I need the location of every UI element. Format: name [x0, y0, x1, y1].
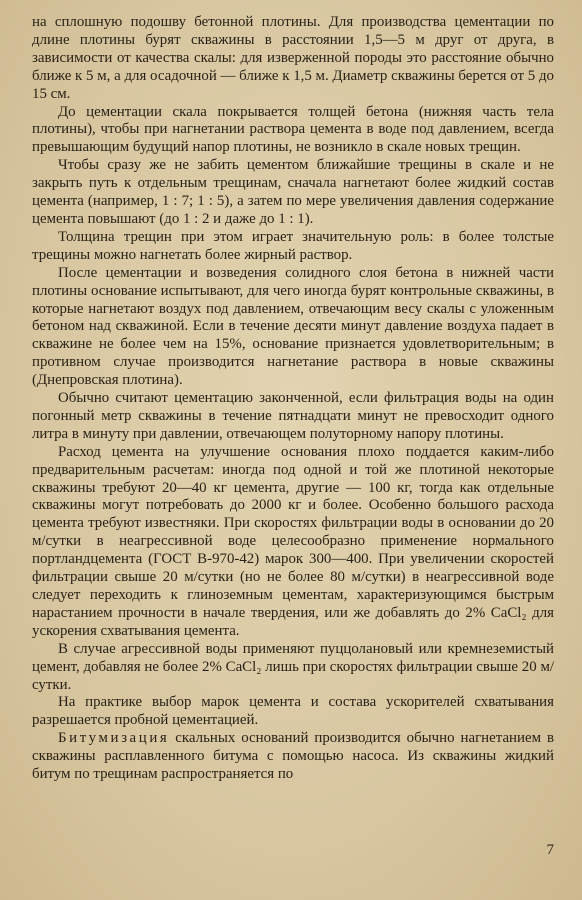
paragraph: На практике выбор марок цемента и состава ускорителей схватывания разрешается пробной цементацией.: [32, 694, 554, 729]
paragraph: Обычно считают цементацию законченной, если фильтрация воды на один погонный метр скважины в течение пятнадцати минут не превосходит одного литра в минуту при давлении, отвечающем полуторному напору плотины.: [32, 390, 554, 442]
spaced-term: Битумизация: [58, 730, 170, 747]
paragraph-rest: скальных оснований производится обычно нагнетанием в скважины расплавленного битума с помощью насоса. Из скважины жидкий битум по трещинам распространяется по: [32, 730, 554, 783]
page-number: 7: [546, 842, 554, 858]
paragraph-continuation: на сплошную подошву бетонной плотины. Для производства цементации по длине плотины бурят скважины в расстоянии 1,5—5 м друг от друга, в зависимости от качества скалы: для изверженной породы это расстояние обычно ближе к 5 м, а для осадочной — ближе к 1,5 м. Диаметр скважины берется от 5 до 15 см.: [32, 14, 554, 102]
paragraph: После цементации и возведения солидного слоя бетона в нижней части плотины основание испытывают, для чего иногда бурят контрольные скважины, в которые нагнетают воздух под давлением, отвечающим весу скалы с уложенным бетоном над скважиной. Если в течение десяти минут давление воздуха падает в скважине не более чем на 15%, основание признается удовлетворительным; в противном случае производится нагнетание раствора в новые скважины (Днепровская плотина).: [32, 264, 554, 389]
paragraph: Расход цемента на улучшение основания плохо поддается каким-либо предварительным расчетам: иногда под одной и той же плотиной некоторые скважины требуют 20—40 кг цемента, другие — 100 кг, тогда как отдельные скважины могут потребовать до 2000 кг и более. Особенно большого расхода цемента требуют известняки. При скоростях фильтрации воды в основании до 20 м/сутки в неагрессивной воде целесообразно применение нормального портландцемента (ГОСТ В-970-42) марок 300—400. При увеличении скоростей фильтрации свыше 20 м/сутки (но не более 80 м/сутки) в неагрессивной воде следует переходить к глиноземным цементам, характеризующимся быстрым нарастанием прочности в начале твердения, или же добавлять до 2% CaCl₂ для ускорения схватывания цемента.: [32, 443, 554, 639]
paragraph: Чтобы сразу же не забить цементом ближайшие трещины в скале и не закрыть путь к отдельным трещинам, сначала нагнетают более жидкий состав цемента (например, 1 : 7; 1 : 5), а затем по мере увеличения давления содержание цемента повышают (до 1 : 2 и даже до 1 : 1).: [32, 157, 554, 227]
paragraph-bitumization: [32, 730, 554, 784]
paragraph: До цементации скала покрывается толщей бетона (нижняя часть тела плотины), чтобы при нагнетании раствора цемента в воде под давлением, всегда превышающим будущий напор плотины, не возникло в скале новых трещин.: [32, 103, 554, 156]
page-body-text: [32, 14, 554, 784]
paragraph: В случае агрессивной воды применяют пуццолановый или кремнеземистый цемент, добавляя не более 2% CaCl₂ лишь при скоростях фильтрации свыше 20 м/сутки.: [32, 640, 554, 693]
paragraph: Толщина трещин при этом играет значительную роль: в более толстые трещины можно нагнетать более жирный раствор.: [32, 228, 554, 263]
